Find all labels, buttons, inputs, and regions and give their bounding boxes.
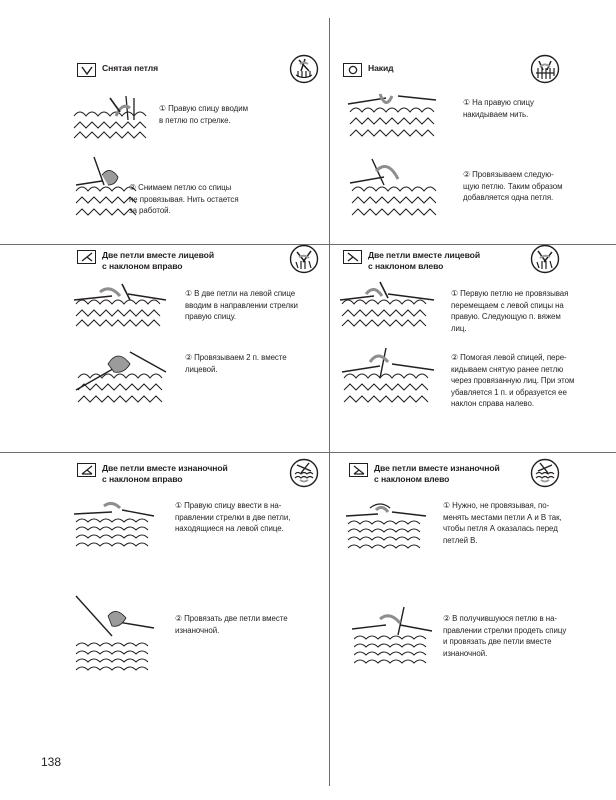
p2tog-left-medallion-icon <box>530 458 560 488</box>
yarn-over-step2-illustration <box>348 155 440 223</box>
p2tog-left-step2-illustration <box>350 605 434 671</box>
row-divider-2 <box>0 452 616 453</box>
step-1-text: ① Нужно, не провязывая, по- менять местами петли А и В так, чтобы петля А оказалась перед петлей В. <box>443 501 562 545</box>
column-divider <box>329 18 330 786</box>
slip-stitch-medallion-icon <box>289 54 319 84</box>
slip-stitch-symbol-icon <box>77 63 96 77</box>
slip-stitch-step2-illustration <box>72 155 150 223</box>
yarn-over-step1-illustration <box>346 88 438 140</box>
step-1-text: ① В две петли на левой спице вводим в направлении стрелки правую спицу. <box>185 289 298 321</box>
k2tog-right-medallion-icon <box>289 244 319 274</box>
k2tog-right-symbol-icon <box>77 250 96 264</box>
p2tog-right-medallion-icon <box>289 458 319 488</box>
step-2-text: ② Помогая левой спицей, пере- кидываем снятую ранее петлю через провязанную лиц. При этом убавляется 1 п. и образуется ее наклон справа налево. <box>451 353 575 408</box>
section-title: Две петли вместе изнаночной с наклоном вправо <box>102 463 228 484</box>
section-title: Снятая петля <box>102 63 159 73</box>
k2tog-left-step2-illustration <box>340 344 436 408</box>
page-number: 138 <box>41 755 62 769</box>
yarn-over-medallion-icon <box>530 54 560 84</box>
p2tog-right-symbol-icon <box>77 463 96 477</box>
p2tog-right-step2-illustration <box>72 592 156 680</box>
k2tog-left-medallion-icon <box>530 244 560 274</box>
step-2-text: ② Провязать две петли вместе изнаночной. <box>175 614 288 635</box>
section-title: Две петли вместе лицевой с наклоном вправо <box>102 250 214 271</box>
step-2-text: ② В получившуюся петлю в на- правлении стрелки продеть спицу и провязать две петли вместе изнаночной. <box>443 614 567 658</box>
k2tog-left-step1-illustration <box>338 280 438 330</box>
section-title: Две петли вместе лицевой с наклоном влево <box>368 250 480 271</box>
k2tog-right-step1-illustration <box>72 280 168 330</box>
slip-stitch-step1-illustration <box>72 92 154 142</box>
step-1-text: ① На правую спицу накидываем нить. <box>463 98 534 119</box>
p2tog-left-symbol-icon <box>349 463 368 477</box>
step-1-text: ① Первую петлю не провязывая перемещаем с левой спицы на правую. Следующую п. вяжем лиц. <box>451 289 569 333</box>
step-2-text: ② Провязываем следую- щую петлю. Таким образом добавляется одна петля. <box>463 170 563 202</box>
step-1-text: ① Правую спицу вводим в петлю по стрелке. <box>159 104 248 125</box>
p2tog-right-step1-illustration <box>72 500 156 550</box>
section-title: Две петли вместе изнаночной с наклоном влево <box>374 463 500 484</box>
step-1-text: ① Правую спицу ввести в на- правлении стрелки в две петли, находящиеся на левой спице. <box>175 501 291 533</box>
k2tog-right-step2-illustration <box>74 346 170 408</box>
p2tog-left-step1-illustration <box>344 500 428 552</box>
yarn-over-symbol-icon <box>343 63 362 77</box>
step-2-text: ② Снимаем петлю со спицы не провязывая. Нить остается за работой. <box>129 183 239 215</box>
step-2-text: ② Провязываем 2 п. вместе лицевой. <box>185 353 287 374</box>
section-title: Накид <box>368 63 394 73</box>
k2tog-left-symbol-icon <box>343 250 362 264</box>
